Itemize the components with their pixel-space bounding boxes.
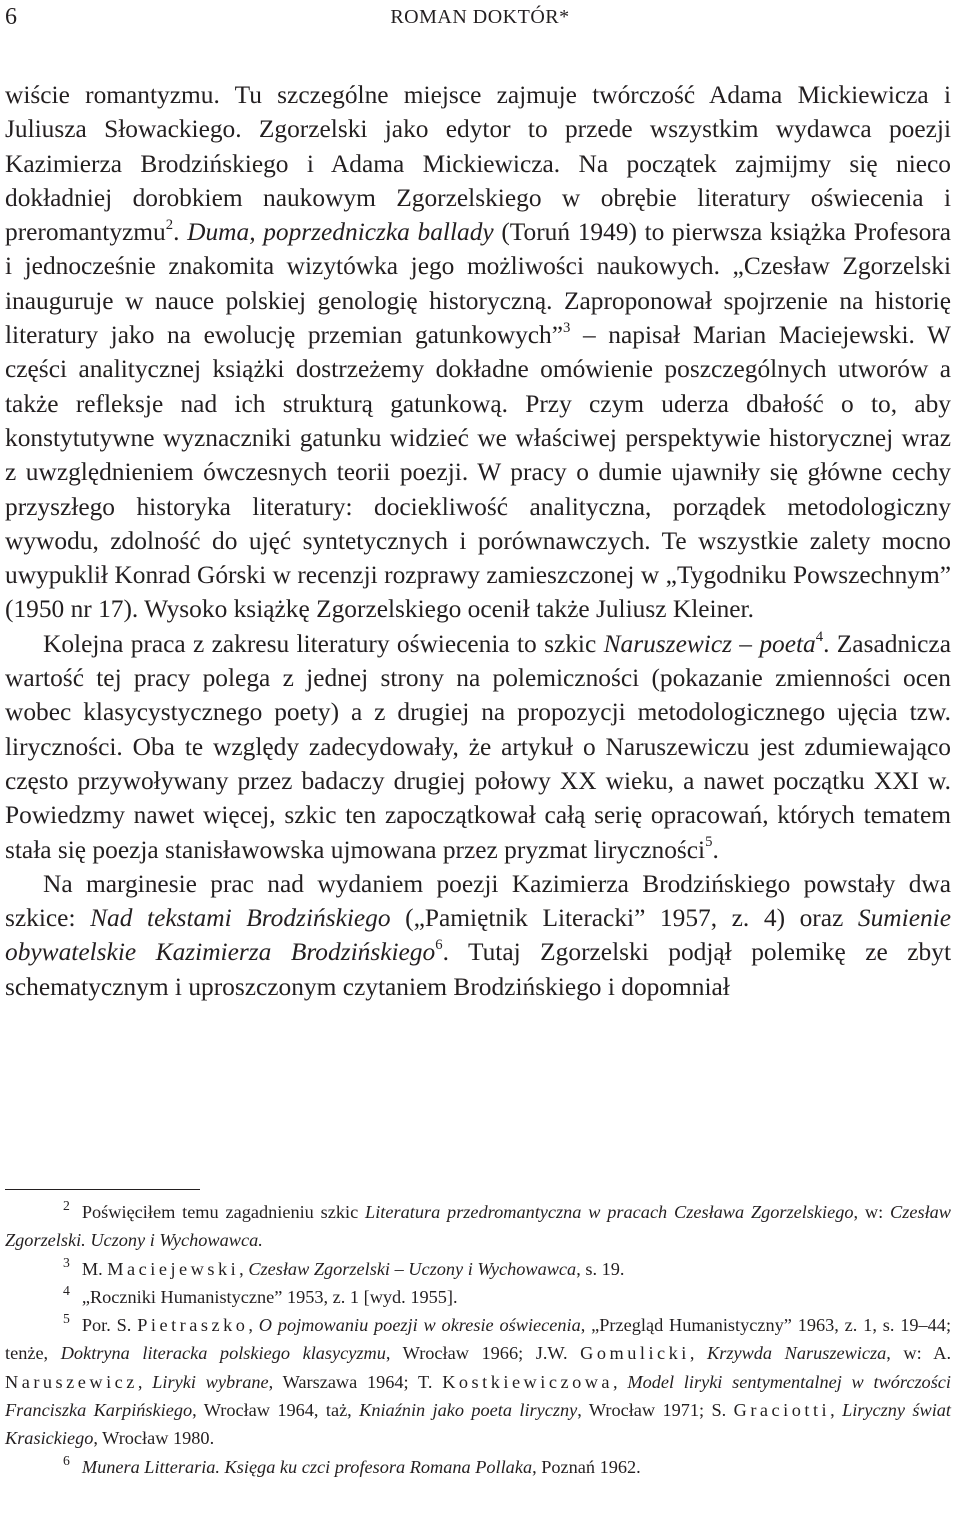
text-span: Kolejna praca z zakresu literatury oświecenia to szkic <box>43 629 604 658</box>
italic-title: Liryki wybrane <box>152 1371 269 1392</box>
page-number: 6 <box>5 4 17 30</box>
text-span: wiście romantyzmu. Tu szczególne miejsce zajmuje twórczość Adama Mickiewicza i Juliusza Słowackiego. Zgorzelski jako edytor to przede wszystkim wydawca poezji Kazimierza Brodzińskiego i Adama Mickiewicza. Na początek zajmijmy się nieco dokładniej dorobkiem naukowym Zgorzelskiego w obrębie literatury oświecenia i preromantyzmu <box>5 81 951 247</box>
text-span: , Warszawa 1964; T. <box>268 1371 443 1392</box>
italic-title: Liryczny świat Krasickiego <box>5 1400 951 1449</box>
work-title-nad-tekstami: Nad tekstami Brodzińskiego <box>90 904 391 933</box>
italic-title: Kniaźnin jako poeta liryczny <box>359 1400 578 1421</box>
paragraph-3 <box>5 867 951 1004</box>
text-span: , w: <box>853 1202 891 1222</box>
author-surname: Naruszewicz <box>5 1371 138 1392</box>
body-text <box>5 78 951 1004</box>
italic-title: Munera Litteraria. Księga ku czci profesora Romana Pollaka <box>81 1456 533 1477</box>
footnote-number: 2 <box>63 1198 70 1214</box>
footnote-ref-4[interactable]: 4 <box>815 628 824 645</box>
text-span: M. <box>81 1258 108 1279</box>
author-surname: Pietraszko <box>137 1315 249 1336</box>
footnote-2 <box>5 1198 951 1255</box>
footnote-ref-3[interactable]: 3 <box>563 319 571 336</box>
text-span: , Wrocław 1971; S. <box>577 1400 734 1421</box>
text-span: . Tutaj Zgorzelski podjął polemikę ze zbyt schematycznym i uproszczonym czytaniem Brodzińskiego i dopomniał <box>5 938 952 1001</box>
text-span: – napisał Marian Maciejewski. W części analitycznej książki dostrzeżemy dokładne omówienie poszczególnych utworów a także refleksje nad ich strukturą gatunkową. Przy czym uderza dbałość o to, aby konstytutywne wyznaczniki gatunku widzieć we właściwej perspektywie historycznej wraz z uwzględnieniem ówczesnych teorii poezji. W pracy o dumie ujawniły się główne cechy przyszłego historyka literatury: dociekliwość analityczna, porządek metodologiczny wywodu, zdolność do ujęć syntetycznych i porównawczych. Te wszystkie zalety mocno uwypuklił Konrad Górski w recenzji rozprawy zamieszczonej w „Tygodniku Powszechnym” (1950 nr 17). Wysoko książkę Zgorzelskiego ocenił także Juliusz Kleiner. <box>5 321 951 624</box>
text-span: (Toruń 1949) to pierwsza książka Profesora i jednocześnie znakomita wizytówka jego możliwości naukowych. „Czesław Zgorzelski inauguruje w nauce polskiej genologię historyczną. Zaproponował spojrzenie na historię literatury jako na ewolucję przemian gatunkowych” <box>5 218 951 350</box>
italic-title: O pojmowaniu poezji w okresie oświecenia <box>258 1315 581 1336</box>
footnote-number: 3 <box>63 1254 70 1270</box>
text-span: , <box>137 1371 153 1392</box>
text-span: . Zasadnicza wartość tej pracy polega z jednej strony na polemiczności (pokazanie zmienności ocen wobec klasycystycznego poety) a z drugiej na propozycji metodologicznego ujęcia tzw. liryczności. Oba te względy zadecydowały, że artykuł o Naruszewiczu jest zdumiewająco często przywoływany przez badaczy drugiej połowy XX wieku, a nawet początku XXI w. Powiedzmy nawet więcej, szkic ten zapoczątkował całą serię opracowań, których tematem stała się poezja stanisławowska ujmowana przez pryzmat liryczności <box>5 629 951 864</box>
italic-title: Doktryna literacka polskiego klasycyzmu <box>60 1343 386 1364</box>
footnote-ref-2[interactable]: 2 <box>165 216 174 233</box>
italic-title: Czesław Zgorzelski. Uczony i Wychowawca. <box>5 1202 951 1251</box>
text-span: , Wrocław 1964, taż, <box>192 1400 360 1421</box>
running-head: ROMAN DOKTÓR* <box>390 6 570 28</box>
italic-title: Krzywda Naruszewicza <box>707 1343 887 1364</box>
footnote-ref-6[interactable]: 6 <box>435 937 443 954</box>
footnote-number: 4 <box>63 1283 70 1299</box>
text-span: , <box>248 1315 259 1336</box>
text-span: („Pamiętnik Literacki” 1957, z. 4) oraz <box>390 904 858 933</box>
text-span: , Poznań 1962. <box>532 1456 641 1477</box>
footnote-separator <box>5 1189 200 1190</box>
text-span: . <box>173 218 180 247</box>
text-span: . <box>712 835 719 864</box>
text-span: , w: A. <box>886 1343 952 1364</box>
footnote-ref-5[interactable]: 5 <box>705 834 713 851</box>
footnote-3 <box>5 1255 951 1283</box>
italic-title: Literatura przedromantyczna w pracach Czesława Zgorzelskiego <box>365 1202 854 1222</box>
text-span: , <box>613 1371 628 1392</box>
text-span: „Roczniki Humanistyczne” 1953, z. 1 [wyd. 1955]. <box>81 1286 458 1307</box>
footnote-4 <box>5 1283 951 1311</box>
text-span: , <box>689 1343 708 1364</box>
italic-title: Czesław Zgorzelski – Uczony i Wychowawca <box>248 1258 577 1279</box>
author-surname: Gomulicki <box>580 1343 690 1364</box>
author-surname: Maciejewski <box>107 1258 240 1279</box>
footnote-5 <box>5 1311 951 1452</box>
text-span: , Wrocław 1980. <box>93 1428 215 1449</box>
footnote-number: 5 <box>63 1311 70 1327</box>
text-span: Poświęciłem temu zagadnieniu szkic <box>81 1202 366 1222</box>
page-header <box>5 4 955 34</box>
italic-title: Model liryki sentymentalnej w twórczości Franciszka Karpińskiego <box>5 1371 952 1421</box>
text-span: , <box>239 1258 249 1279</box>
text-span: Por. S. <box>81 1315 138 1336</box>
footnotes <box>5 1198 951 1481</box>
text-span: , Wrocław 1966; J.W. <box>385 1343 581 1364</box>
text-span: , s. 19. <box>576 1258 625 1279</box>
work-title-sumienie: Sumienie obywatelskie Kazimierza Brodzińskiego <box>5 904 951 967</box>
paragraph-2 <box>5 627 951 867</box>
author-surname: Graciotti <box>733 1400 831 1421</box>
text-span: , „Przegląd Humanistyczny” 1963, z. 1, s. 19–44; tenże, <box>5 1315 952 1364</box>
text-span: , <box>830 1400 843 1421</box>
footnote-6 <box>5 1453 951 1481</box>
work-title-naruszewicz: Naruszewicz – poeta <box>603 629 816 658</box>
text-span: Na marginesie prac nad wydaniem poezji Kazimierza Brodzińskiego powstały dwa szkice: <box>5 869 951 933</box>
paragraph-1 <box>5 78 951 627</box>
author-surname: Kostkiewiczowa <box>442 1371 614 1392</box>
footnote-number: 6 <box>63 1452 70 1468</box>
book-title-duma: Duma, poprzedniczka ballady <box>187 218 494 247</box>
